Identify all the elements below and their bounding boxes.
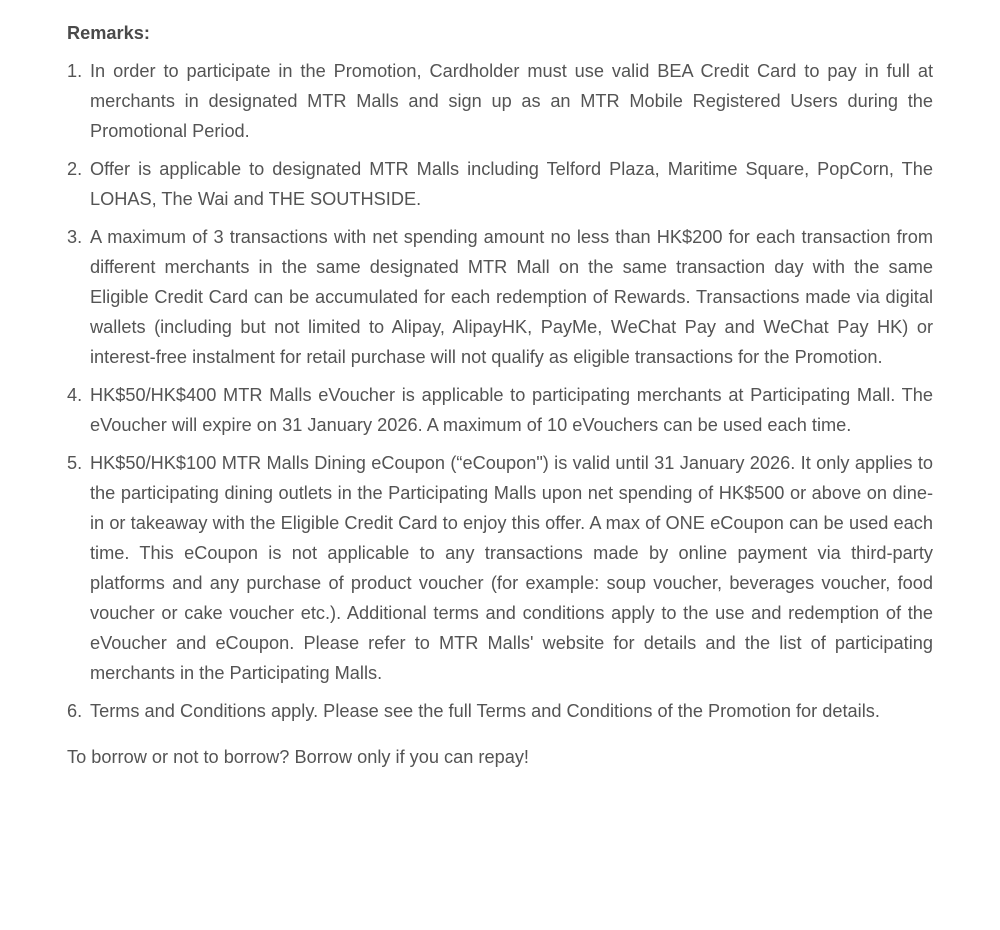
remark-item bbox=[67, 154, 933, 214]
remarks-section bbox=[67, 18, 933, 772]
remark-item bbox=[67, 222, 933, 372]
remark-text: In order to participate in the Promotion, Cardholder must use valid BEA Credit Card to pay in full at merchants in designated MTR Malls and sign up as an MTR Mobile Registered Users during the Promotional Period. bbox=[90, 61, 933, 141]
remark-item bbox=[67, 448, 933, 688]
remark-item bbox=[67, 696, 933, 726]
remark-number: 2. bbox=[67, 159, 83, 179]
remark-text: A maximum of 3 transactions with net spending amount no less than HK$200 for each transaction from different merchants in the same designated MTR Mall on the same transaction day with the same Eligible Credit Card can be accumulated for each redemption of Rewards. Transactions made via digital wallets (including but not limited to Alipay, AlipayHK, PayMe, WeChat Pay and WeChat Pay HK) or interest-free instalment for retail purchase will not qualify as eligible transactions for the Promotion. bbox=[90, 227, 933, 367]
borrowing-warning: To borrow or not to borrow? Borrow only if you can repay! bbox=[67, 747, 529, 767]
remark-text: Terms and Conditions apply. Please see the full Terms and Conditions of the Promotion for details. bbox=[90, 701, 880, 721]
remark-number: 6. bbox=[67, 701, 83, 721]
remark-text: HK$50/HK$400 MTR Malls eVoucher is applicable to participating merchants at Participating Mall. The eVoucher will expire on 31 January 2026. A maximum of 10 eVouchers can be used each time. bbox=[90, 385, 933, 435]
remark-number: 3. bbox=[67, 227, 83, 247]
remark-item bbox=[67, 380, 933, 440]
remark-number: 5. bbox=[67, 453, 83, 473]
remark-number: 1. bbox=[67, 61, 83, 81]
remark-text: HK$50/HK$100 MTR Malls Dining eCoupon (“eCoupon") is valid until 31 January 2026. It only applies to the participating dining outlets in the Participating Malls upon net spending of HK$500 or above on dine-in or takeaway with the Eligible Credit Card to enjoy this offer. A max of ONE eCoupon can be used each time. This eCoupon is not applicable to any transactions made by online payment via third-party platforms and any purchase of product voucher (for example: soup voucher, beverages voucher, food voucher or cake voucher etc.). Additional terms and conditions apply to the use and redemption of the eVoucher and eCoupon. Please refer to MTR Malls' website for details and the list of participating merchants in the Participating Malls. bbox=[90, 453, 933, 683]
remarks-list bbox=[67, 56, 933, 726]
remark-number: 4. bbox=[67, 385, 83, 405]
remarks-heading: Remarks: bbox=[67, 23, 150, 43]
remark-text: Offer is applicable to designated MTR Malls including Telford Plaza, Maritime Square, PopCorn, The LOHAS, The Wai and THE SOUTHSIDE. bbox=[90, 159, 933, 209]
remark-item bbox=[67, 56, 933, 146]
